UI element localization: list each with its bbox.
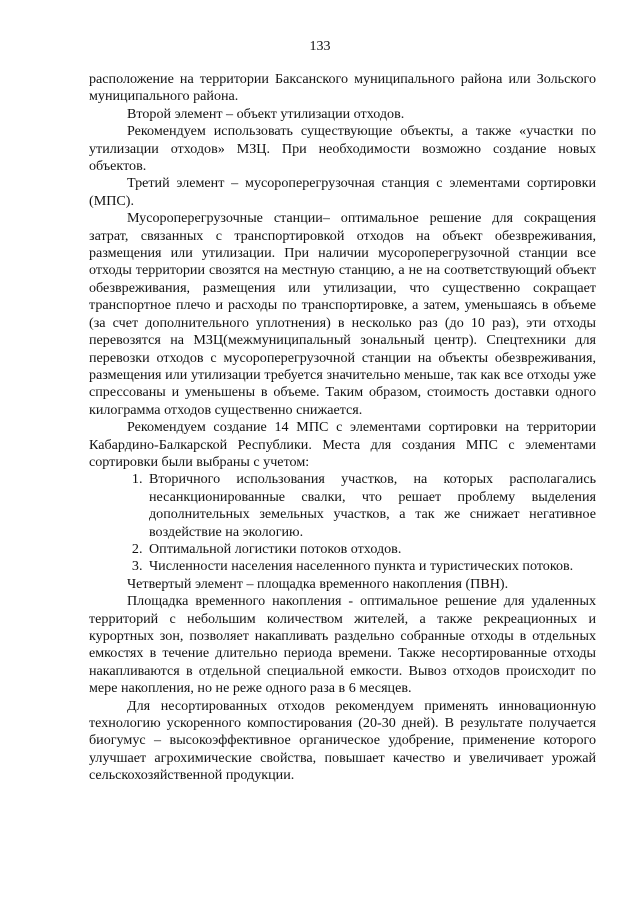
list-item: 3. Численности населения населенного пункта и туристических потоков. — [146, 558, 596, 575]
document-body — [89, 71, 596, 785]
paragraph: расположение на территории Баксанского муниципального района или Зольского муниципального района. — [89, 71, 596, 105]
paragraph: Площадка временного накопления - оптимальное решение для удаленных территорий с небольшим количеством жителей, а также рекреационных и курортных зон, позволяет накапливать раздельно собранные отходы в отдельных емкостях в течение длительно периода времени. Также несортированные отходы накапливаются в отдельной специальной емкости. Вывоз отходов происходит по мере накопления, но не реже одного раза в 6 месяцев. — [89, 593, 596, 697]
criteria-list — [89, 471, 596, 575]
paragraph: Четвертый элемент – площадка временного накопления (ПВН). — [127, 575, 509, 592]
list-item: 2. Оптимальной логистики потоков отходов. — [146, 541, 596, 558]
paragraph: Рекомендуем использовать существующие объекты, а также «участки по утилизации отходов» МЗЦ. При необходимости возможно создание новых объектов. — [89, 123, 596, 175]
list-item: 1. Вторичного использования участков, на которых располагались несанкционированные свалки, что решает проблему выделения дополнительных земельных участков, а так же снижает негативное воздействие на экологию. — [146, 471, 596, 541]
paragraph: Для несортированных отходов рекомендуем применять инновационную технологию ускоренного компостирования (20-30 дней). В результате получается биогумус – высокоэффективное органическое удобрение, применение которого улучшает агрохимические свойства, повышает качество и увеличивает урожай сельскохозяйственной продукции. — [89, 697, 596, 784]
paragraph: Третий элемент – мусороперегрузочная станция с элементами сортировки (МПС). — [89, 175, 596, 209]
paragraph: Второй элемент – объект утилизации отходов. — [127, 105, 405, 122]
paragraph: Рекомендуем создание 14 МПС с элементами сортировки на территории Кабардино-Балкарской Республики. Места для создания МПС с элементами сортировки были выбраны с учетом: — [89, 419, 596, 470]
paragraph: Мусороперегрузочные станции– оптимальное решение для сокращения затрат, связанных с транспортировкой отходов на объект обезвреживания, размещения или утилизации. При наличии мусороперегрузочной станции все отходы территории свозятся на местную станцию, а не на соответствующий объект обезвреживания, размещения или утилизации, что существенно сокращает транспортное плечо и расходы по транспортировке, а затем, уменьшаясь в объеме (за счет дополнительного уплотнения) в несколько раз (до 10 раз), эти отходы перевозятся на МЗЦ(межмуниципальный зональный центр). Спецтехники для перевозки отходов с мусороперегрузочной станции на объекты обезвреживания, размещения или утилизации требуется значительно меньше, так как все отходы уже спрессованы и уменьшены в объеме. Таким образом, стоимость доставки одного килограмма отходов существенно снижается. — [89, 210, 596, 418]
page-number: 133 — [309, 39, 331, 54]
